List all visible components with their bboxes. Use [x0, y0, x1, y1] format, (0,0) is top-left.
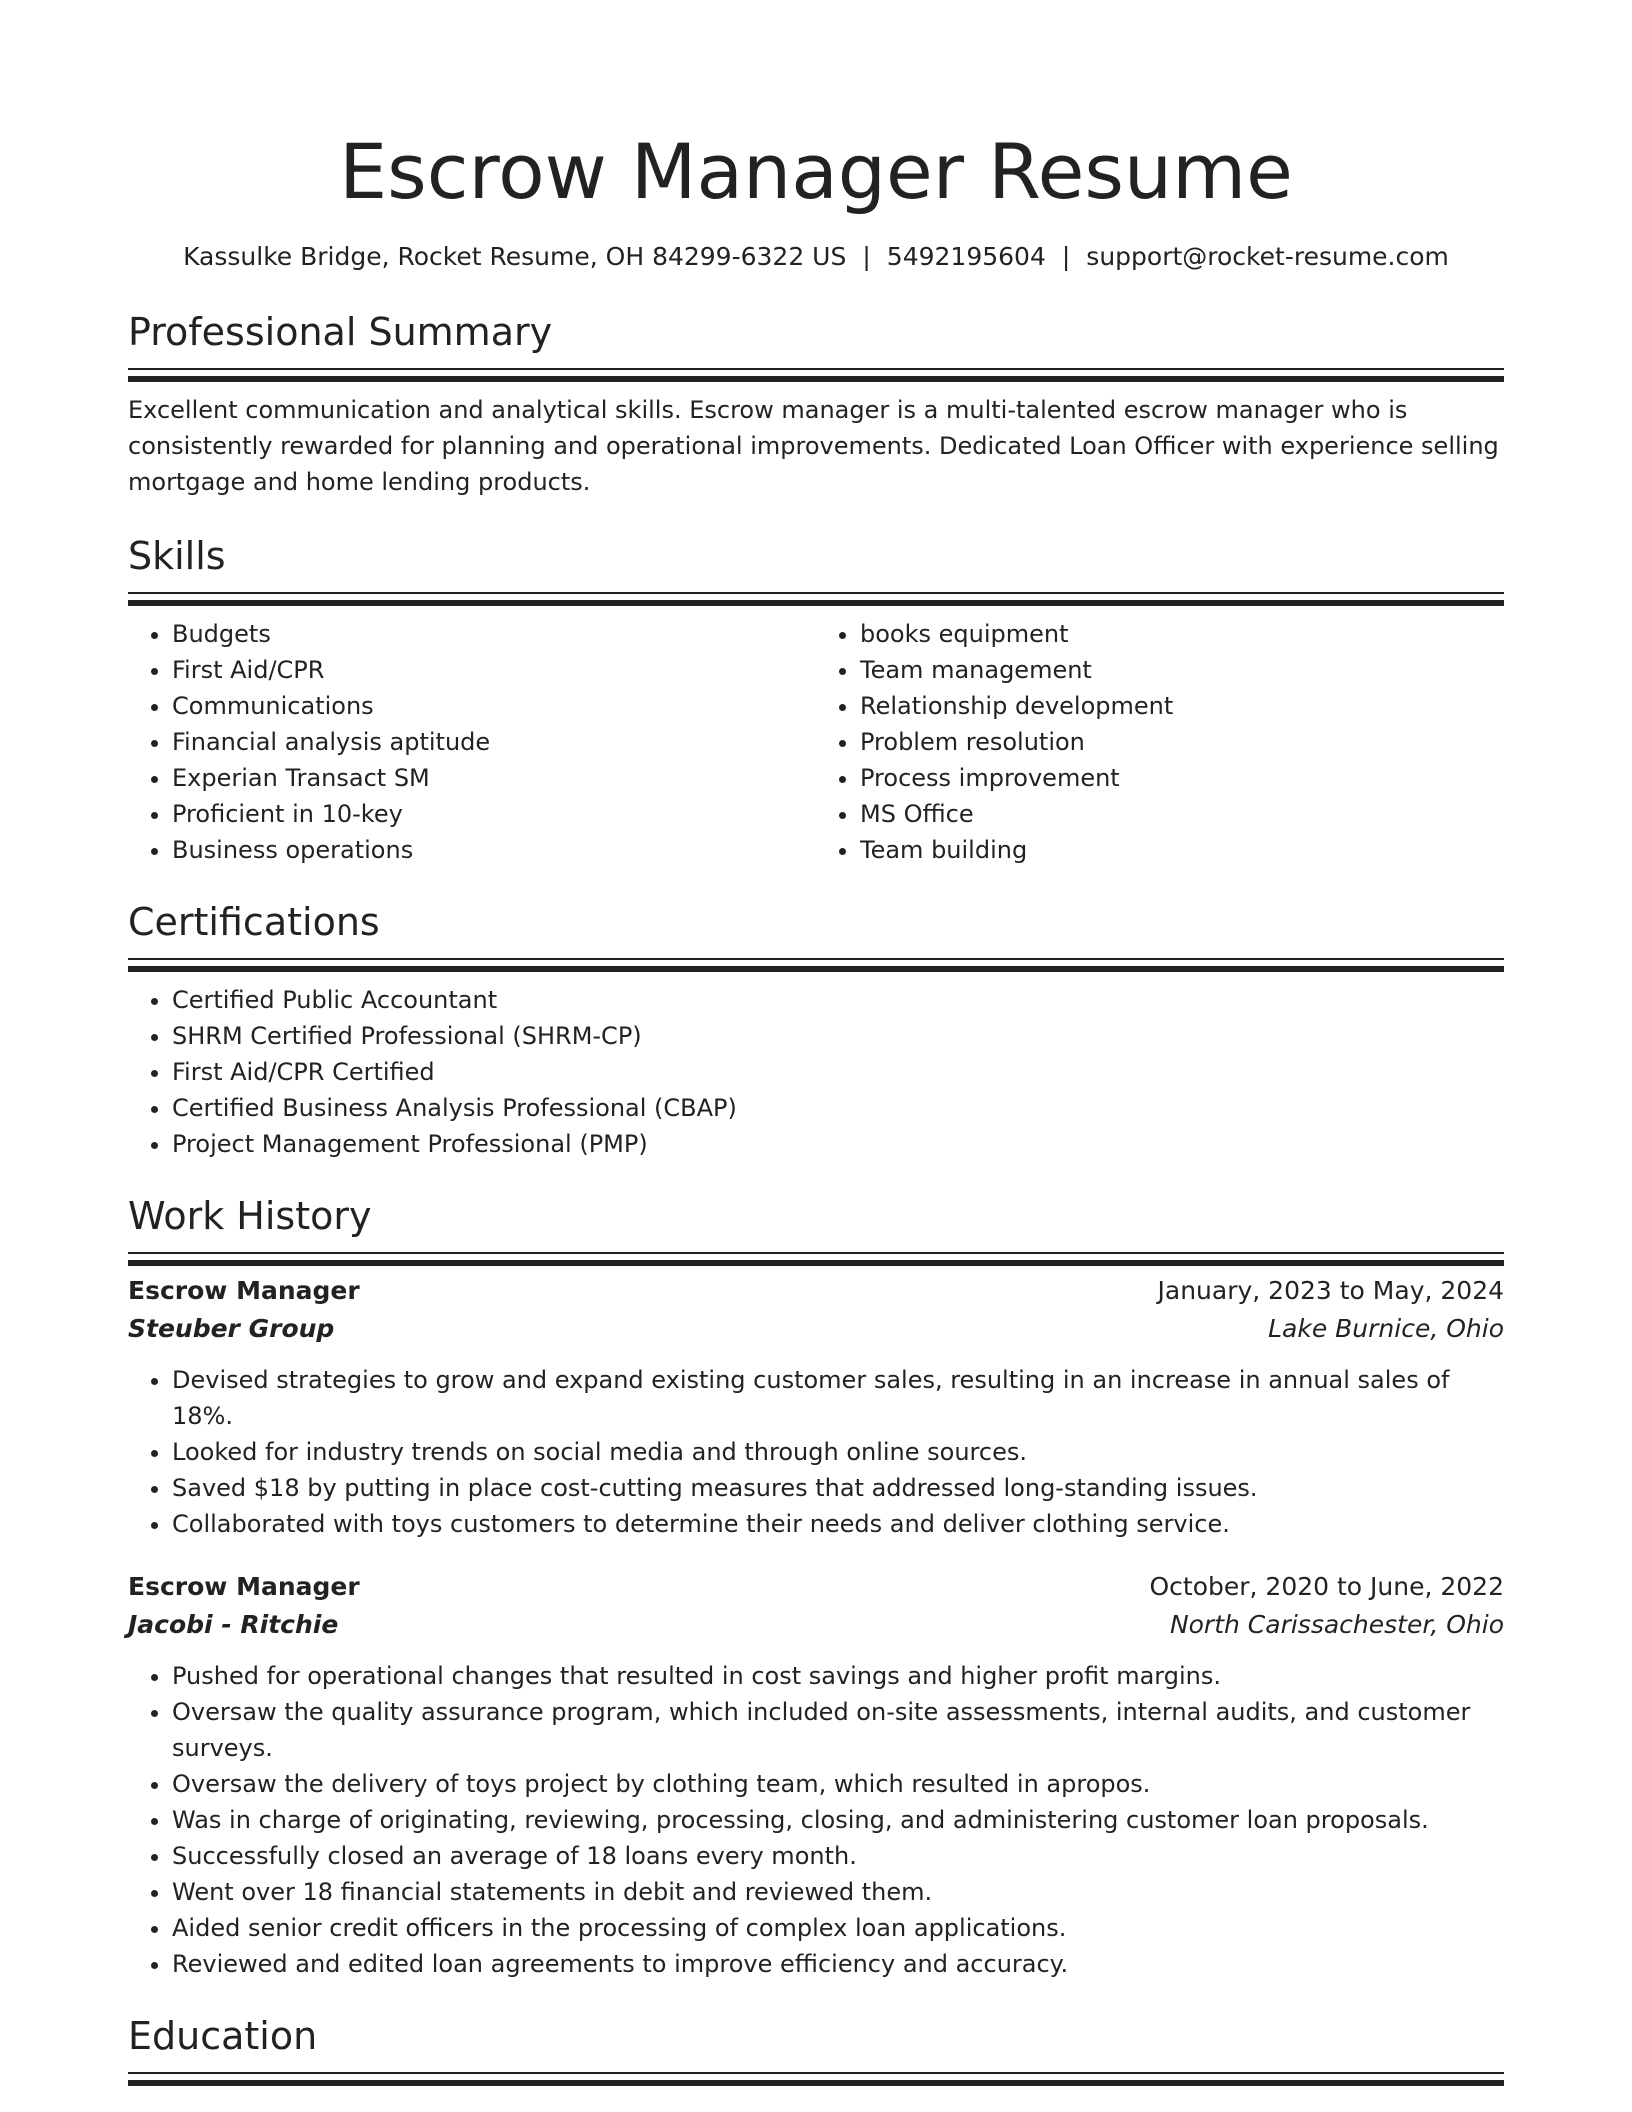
skills-section [128, 532, 1504, 868]
certifications-list [128, 982, 1504, 1162]
job-bullet: • Devised strategies to grow and expand existing customer sales, resulting in an increase in annual sales of 18%. [172, 1362, 1504, 1434]
section-divider [128, 958, 1504, 960]
section-heading-certifications: Certifications [128, 900, 380, 944]
skill-item: • MS Office [860, 796, 1504, 832]
section-heading-work-history: Work History [128, 1194, 372, 1238]
job-title: Escrow Manager [128, 1572, 360, 1601]
contact-separator: | [862, 242, 871, 271]
skill-item: • Budgets [172, 616, 816, 652]
job-bullet: • Oversaw the quality assurance program, which included on-site assessments, internal audits, and customer surveys. [172, 1694, 1504, 1766]
section-divider [128, 368, 1504, 370]
skill-item: • books equipment [860, 616, 1504, 652]
skill-item: • Experian Transact SM [172, 760, 816, 796]
job-title: Escrow Manager [128, 1276, 360, 1305]
job-bullet: • Saved $18 by putting in place cost-cutting measures that addressed long-standing issues. [172, 1470, 1504, 1506]
job-bullets [128, 1658, 1504, 1982]
skill-item: • Team management [860, 652, 1504, 688]
skill-item: • Proficient in 10-key [172, 796, 816, 832]
certification-item: • Certified Public Accountant [172, 982, 1504, 1018]
certifications-section [128, 898, 1504, 1162]
contact-separator: | [1061, 242, 1071, 271]
section-heading-skills: Skills [128, 534, 226, 578]
work-history-section [128, 1192, 1504, 1982]
skill-item: • Problem resolution [860, 724, 1504, 760]
job-bullet: • Collaborated with toys customers to determine their needs and deliver clothing service. [172, 1506, 1504, 1542]
section-heading-summary: Professional Summary [128, 310, 553, 354]
contact-line [128, 240, 1504, 274]
skill-item: • Financial analysis aptitude [172, 724, 816, 760]
job-location: North Carissachester, Ohio [1169, 1610, 1504, 1639]
job-bullet: • Went over 18 financial statements in debit and reviewed them. [172, 1874, 1504, 1910]
skill-item: • First Aid/CPR [172, 652, 816, 688]
certification-item: • SHRM Certified Professional (SHRM-CP) [172, 1018, 1504, 1054]
resume-page [128, 0, 1504, 2074]
job-entry [128, 1568, 1504, 1982]
section-divider [128, 2072, 1504, 2074]
skill-item: • Process improvement [860, 760, 1504, 796]
certification-item: • Project Management Professional (PMP) [172, 1126, 1504, 1162]
section-divider [128, 592, 1504, 594]
skill-item: • Relationship development [860, 688, 1504, 724]
certification-item: • First Aid/CPR Certified [172, 1054, 1504, 1090]
job-bullet: • Reviewed and edited loan agreements to improve efficiency and accuracy. [172, 1946, 1504, 1982]
job-bullet: • Was in charge of originating, reviewing, processing, closing, and administering customer loan proposals. [172, 1802, 1504, 1838]
contact-address: Kassulke Bridge, Rocket Resume, OH 84299-6322 US [183, 242, 847, 271]
contact-phone: 5492195604 [886, 242, 1046, 271]
skill-item: • Business operations [172, 832, 816, 868]
job-bullet: • Looked for industry trends on social media and through online sources. [172, 1434, 1504, 1470]
job-company: Steuber Group [128, 1314, 335, 1343]
education-section [128, 2012, 1504, 2074]
job-entry [128, 1272, 1504, 1542]
skill-item: • Team building [860, 832, 1504, 868]
section-heading-education: Education [128, 2014, 318, 2058]
contact-email: support@rocket-resume.com [1086, 242, 1449, 271]
job-bullet: • Pushed for operational changes that resulted in cost savings and higher profit margins. [172, 1658, 1504, 1694]
section-divider [128, 1252, 1504, 1254]
job-bullet: • Successfully closed an average of 18 loans every month. [172, 1838, 1504, 1874]
skills-list-left [128, 616, 816, 868]
certification-item: • Certified Business Analysis Professional (CBAP) [172, 1090, 1504, 1126]
page-title: Escrow Manager Resume [339, 127, 1293, 216]
job-company: Jacobi - Ritchie [128, 1610, 339, 1639]
job-dates: January, 2023 to May, 2024 [1157, 1276, 1504, 1305]
summary-section [128, 308, 1504, 500]
skills-grid [128, 616, 1504, 868]
job-bullet: • Oversaw the delivery of toys project by clothing team, which resulted in apropos. [172, 1766, 1504, 1802]
job-dates: October, 2020 to June, 2022 [1149, 1572, 1504, 1601]
job-location: Lake Burnice, Ohio [1268, 1314, 1504, 1343]
summary-text: Excellent communication and analytical skills. Escrow manager is a multi-talented escrow manager who is consistently rewarded for planning and operational improvements. Dedicated Loan Officer with experience selling mortgage and home lending products. [128, 396, 1499, 496]
job-bullets [128, 1362, 1504, 1542]
job-bullet: • Aided senior credit officers in the processing of complex loan applications. [172, 1910, 1504, 1946]
skill-item: • Communications [172, 688, 816, 724]
skills-list-right [816, 616, 1504, 868]
